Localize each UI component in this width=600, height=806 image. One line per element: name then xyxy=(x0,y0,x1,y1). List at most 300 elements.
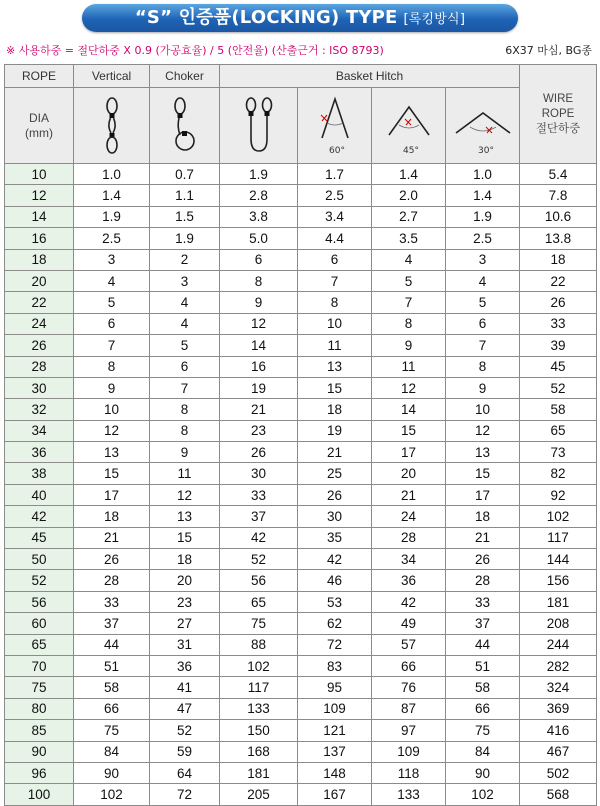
dia-cell: 28 xyxy=(5,356,74,377)
wire-rope-load-cell: 92 xyxy=(520,484,597,505)
table-row xyxy=(5,270,597,291)
load-table xyxy=(4,64,597,806)
wire-rope-load-cell: 117 xyxy=(520,527,597,548)
basket-60-cell: 8 xyxy=(298,292,372,313)
basket-45-cell: 57 xyxy=(372,634,446,655)
table-row xyxy=(5,185,597,206)
basket-45-cell: 34 xyxy=(372,549,446,570)
table-row xyxy=(5,527,597,548)
basket-30-cell: 102 xyxy=(446,784,520,805)
basket-30-cell: 28 xyxy=(446,570,520,591)
choker-cell: 20 xyxy=(150,570,220,591)
basket-60-cell: 13 xyxy=(298,356,372,377)
basket-cell: 65 xyxy=(220,591,298,612)
basket-45-cell: 20 xyxy=(372,463,446,484)
basket-60-cell xyxy=(298,88,372,164)
basket-45-cell: 12 xyxy=(372,377,446,398)
wire-rope-load-cell: 156 xyxy=(520,570,597,591)
basket-60-cell: 3.4 xyxy=(298,206,372,227)
wire-rope-load-cell: 65 xyxy=(520,420,597,441)
vertical-cell: 12 xyxy=(74,420,150,441)
dia-header xyxy=(5,88,74,164)
dia-cell: 75 xyxy=(5,677,74,698)
wire-rope-load-cell: 26 xyxy=(520,292,597,313)
basket-cell: 21 xyxy=(220,399,298,420)
wire-rope-load-cell: 369 xyxy=(520,698,597,719)
vertical-cell: 1.9 xyxy=(74,206,150,227)
basket-cell: 75 xyxy=(220,613,298,634)
choker-cell: 1.5 xyxy=(150,206,220,227)
choker-cell: 3 xyxy=(150,270,220,291)
basket-60-cell: 46 xyxy=(298,570,372,591)
basket-30-cell: 17 xyxy=(446,484,520,505)
basket-45-cell: 5 xyxy=(372,270,446,291)
dia-cell: 24 xyxy=(5,313,74,334)
dia-unit: (mm) xyxy=(25,125,53,140)
basket-30-cell: 1.9 xyxy=(446,206,520,227)
basket-cell: 102 xyxy=(220,655,298,676)
choker-header: Choker xyxy=(150,65,220,88)
dia-cell: 34 xyxy=(5,420,74,441)
angle-60-label: 60° xyxy=(328,145,345,156)
basket-60-cell: 121 xyxy=(298,720,372,741)
table-row xyxy=(5,377,597,398)
wire-rope-load-cell: 52 xyxy=(520,377,597,398)
basket-hitch-header: Basket Hitch xyxy=(220,65,520,88)
wire-rope-load-cell: 58 xyxy=(520,399,597,420)
wire-rope-header xyxy=(520,65,597,164)
basket-cell: 16 xyxy=(220,356,298,377)
choker-cell: 27 xyxy=(150,613,220,634)
basket-60-cell: 148 xyxy=(298,762,372,783)
choker-cell: 6 xyxy=(150,356,220,377)
basket-30-cell: 3 xyxy=(446,249,520,270)
basket-45-cell: 66 xyxy=(372,655,446,676)
basket-60-cell: 18 xyxy=(298,399,372,420)
basket-cell: 30 xyxy=(220,463,298,484)
dia-cell: 85 xyxy=(5,720,74,741)
choker-cell: 0.7 xyxy=(150,164,220,185)
table-row xyxy=(5,784,597,805)
wire-rope-load-cell: 416 xyxy=(520,720,597,741)
basket-cell: 181 xyxy=(220,762,298,783)
basket-45-cell: 118 xyxy=(372,762,446,783)
table-row xyxy=(5,206,597,227)
basket-60-cell: 30 xyxy=(298,506,372,527)
choker-cell: 13 xyxy=(150,506,220,527)
vertical-cell: 66 xyxy=(74,698,150,719)
basket-60-cell: 137 xyxy=(298,741,372,762)
dia-label: DIA xyxy=(28,110,49,125)
vertical-cell: 17 xyxy=(74,484,150,505)
basket-45-cell xyxy=(372,88,446,164)
table-row xyxy=(5,484,597,505)
choker-cell: 59 xyxy=(150,741,220,762)
dia-cell: 56 xyxy=(5,591,74,612)
wire-rope-load-cell: 568 xyxy=(520,784,597,805)
basket-30-cell: 18 xyxy=(446,506,520,527)
basket-60-cell: 26 xyxy=(298,484,372,505)
basket-60-cell: 53 xyxy=(298,591,372,612)
basket-30-cell: 10 xyxy=(446,399,520,420)
dia-cell: 14 xyxy=(5,206,74,227)
table-row xyxy=(5,698,597,719)
basket-30-cell: 1.4 xyxy=(446,185,520,206)
vertical-cell: 37 xyxy=(74,613,150,634)
vertical-cell: 2.5 xyxy=(74,228,150,249)
basket-30-cell: 13 xyxy=(446,442,520,463)
basket-hitch-icon xyxy=(239,95,279,157)
dia-cell: 20 xyxy=(5,270,74,291)
vertical-cell: 44 xyxy=(74,634,150,655)
vertical-icon-cell xyxy=(74,88,150,164)
wire-rope-load-cell: 73 xyxy=(520,442,597,463)
dia-cell: 36 xyxy=(5,442,74,463)
choker-cell: 18 xyxy=(150,549,220,570)
vertical-cell: 4 xyxy=(74,270,150,291)
basket-30-cell: 4 xyxy=(446,270,520,291)
basket-45-cell: 2.0 xyxy=(372,185,446,206)
choker-cell: 52 xyxy=(150,720,220,741)
wire-line2: ROPE xyxy=(541,107,575,120)
table-row xyxy=(5,613,597,634)
basket-30-cell: 2.5 xyxy=(446,228,520,249)
choker-cell: 4 xyxy=(150,292,220,313)
dia-cell: 38 xyxy=(5,463,74,484)
wire-rope-load-cell: 5.4 xyxy=(520,164,597,185)
wire-rope-load-cell: 33 xyxy=(520,313,597,334)
choker-sling-icon xyxy=(168,95,202,157)
wire-rope-load-cell: 282 xyxy=(520,655,597,676)
choker-cell: 36 xyxy=(150,655,220,676)
choker-cell: 9 xyxy=(150,442,220,463)
basket-cell: 117 xyxy=(220,677,298,698)
table-row xyxy=(5,292,597,313)
basket-60deg-icon xyxy=(309,93,361,159)
table-row xyxy=(5,442,597,463)
basket-45-cell: 133 xyxy=(372,784,446,805)
basket-cell: 52 xyxy=(220,549,298,570)
basket-45deg-icon xyxy=(381,93,437,159)
basket-cell: 19 xyxy=(220,377,298,398)
wire-rope-load-cell: 10.6 xyxy=(520,206,597,227)
title-banner xyxy=(82,4,518,32)
choker-cell: 11 xyxy=(150,463,220,484)
vertical-cell: 1.0 xyxy=(74,164,150,185)
basket-45-cell: 21 xyxy=(372,484,446,505)
dia-cell: 65 xyxy=(5,634,74,655)
table-row xyxy=(5,228,597,249)
choker-cell: 8 xyxy=(150,399,220,420)
vertical-cell: 26 xyxy=(74,549,150,570)
basket-60-cell: 83 xyxy=(298,655,372,676)
basket-45-cell: 28 xyxy=(372,527,446,548)
basket-60-cell: 95 xyxy=(298,677,372,698)
basket-cell: 168 xyxy=(220,741,298,762)
choker-cell: 72 xyxy=(150,784,220,805)
table-row xyxy=(5,570,597,591)
basket-45-cell: 9 xyxy=(372,335,446,356)
wire-rope-load-cell: 502 xyxy=(520,762,597,783)
wire-rope-load-cell: 244 xyxy=(520,634,597,655)
basket-60-cell: 72 xyxy=(298,634,372,655)
basket-30-cell: 33 xyxy=(446,591,520,612)
vertical-cell: 8 xyxy=(74,356,150,377)
basket-45-cell: 3.5 xyxy=(372,228,446,249)
basket-60-cell: 11 xyxy=(298,335,372,356)
basket-45-cell: 7 xyxy=(372,292,446,313)
dia-cell: 90 xyxy=(5,741,74,762)
table-row xyxy=(5,356,597,377)
basket-60-cell: 6 xyxy=(298,249,372,270)
basket-60-cell: 62 xyxy=(298,613,372,634)
basket-45-cell: 15 xyxy=(372,420,446,441)
basket-45-cell: 8 xyxy=(372,313,446,334)
dia-cell: 12 xyxy=(5,185,74,206)
basket-60-cell: 167 xyxy=(298,784,372,805)
basket-cell: 150 xyxy=(220,720,298,741)
wire-rope-load-cell: 324 xyxy=(520,677,597,698)
choker-cell: 5 xyxy=(150,335,220,356)
basket-cell: 14 xyxy=(220,335,298,356)
choker-cell: 1.9 xyxy=(150,228,220,249)
basket-cell: 133 xyxy=(220,698,298,719)
basket-30-cell: 75 xyxy=(446,720,520,741)
basket-45-cell: 49 xyxy=(372,613,446,634)
table-row xyxy=(5,591,597,612)
basket-30-cell: 21 xyxy=(446,527,520,548)
basket-45-cell: 76 xyxy=(372,677,446,698)
basket-45-cell: 11 xyxy=(372,356,446,377)
choker-cell: 64 xyxy=(150,762,220,783)
table-row xyxy=(5,249,597,270)
basket-cell: 88 xyxy=(220,634,298,655)
dia-cell: 52 xyxy=(5,570,74,591)
vertical-cell: 7 xyxy=(74,335,150,356)
dia-cell: 32 xyxy=(5,399,74,420)
wire-line3: 절단하중 xyxy=(535,122,581,135)
basket-cell: 23 xyxy=(220,420,298,441)
table-row xyxy=(5,164,597,185)
basket-30-cell: 44 xyxy=(446,634,520,655)
basket-30-cell: 26 xyxy=(446,549,520,570)
table-row xyxy=(5,463,597,484)
angle-30-label: 30° xyxy=(477,145,494,156)
dia-cell: 100 xyxy=(5,784,74,805)
table-row xyxy=(5,655,597,676)
vertical-cell: 6 xyxy=(74,313,150,334)
basket-30-cell: 9 xyxy=(446,377,520,398)
basket-30-cell: 66 xyxy=(446,698,520,719)
wire-rope-load-cell: 82 xyxy=(520,463,597,484)
choker-cell: 23 xyxy=(150,591,220,612)
table-body xyxy=(5,164,597,806)
table-row xyxy=(5,741,597,762)
basket-30-cell: 84 xyxy=(446,741,520,762)
choker-cell: 47 xyxy=(150,698,220,719)
wire-rope-load-cell: 467 xyxy=(520,741,597,762)
wire-rope-load-cell: 18 xyxy=(520,249,597,270)
basket-45-cell: 1.4 xyxy=(372,164,446,185)
vertical-cell: 5 xyxy=(74,292,150,313)
wire-rope-load-cell: 102 xyxy=(520,506,597,527)
vertical-cell: 28 xyxy=(74,570,150,591)
basket-cell: 42 xyxy=(220,527,298,548)
basket-60-cell: 7 xyxy=(298,270,372,291)
dia-cell: 40 xyxy=(5,484,74,505)
basket-cell: 6 xyxy=(220,249,298,270)
rope-spec: 6X37 마심, BG종 xyxy=(505,44,592,57)
table-row xyxy=(5,420,597,441)
vertical-cell: 13 xyxy=(74,442,150,463)
basket-cell: 5.0 xyxy=(220,228,298,249)
basket-60-cell: 4.4 xyxy=(298,228,372,249)
basket-45-cell: 97 xyxy=(372,720,446,741)
table-row xyxy=(5,313,597,334)
basket-60-cell: 15 xyxy=(298,377,372,398)
basket-45-cell: 42 xyxy=(372,591,446,612)
vertical-cell: 21 xyxy=(74,527,150,548)
table-row xyxy=(5,506,597,527)
vertical-cell: 58 xyxy=(74,677,150,698)
wire-rope-load-cell: 208 xyxy=(520,613,597,634)
vertical-cell: 102 xyxy=(74,784,150,805)
basket-cell: 8 xyxy=(220,270,298,291)
wire-rope-load-cell: 7.8 xyxy=(520,185,597,206)
basket-30-cell: 90 xyxy=(446,762,520,783)
table-row xyxy=(5,335,597,356)
page-title: “S” 인증품(LOCKING) TYPE xyxy=(134,7,398,28)
page-subtitle: [록킹방식] xyxy=(403,12,466,27)
basket-30deg-icon xyxy=(452,93,514,159)
angle-45-label: 45° xyxy=(402,145,419,156)
dia-cell: 22 xyxy=(5,292,74,313)
vertical-cell: 33 xyxy=(74,591,150,612)
basket-cell: 9 xyxy=(220,292,298,313)
wire-rope-load-cell: 22 xyxy=(520,270,597,291)
basket-cell: 205 xyxy=(220,784,298,805)
vertical-cell: 90 xyxy=(74,762,150,783)
basket-30-cell: 1.0 xyxy=(446,164,520,185)
basket-30-cell: 15 xyxy=(446,463,520,484)
basket-45-cell: 2.7 xyxy=(372,206,446,227)
load-formula-note: ※ 사용하중 = 절단하중 X 0.9 (가공효율) / 5 (안전율) (산출근거 : ISO 8793) xyxy=(6,44,384,57)
basket-30-cell xyxy=(446,88,520,164)
dia-cell: 45 xyxy=(5,527,74,548)
choker-cell: 2 xyxy=(150,249,220,270)
table-row xyxy=(5,549,597,570)
vertical-cell: 75 xyxy=(74,720,150,741)
basket-45-cell: 87 xyxy=(372,698,446,719)
dia-cell: 60 xyxy=(5,613,74,634)
choker-cell: 31 xyxy=(150,634,220,655)
choker-icon-cell xyxy=(150,88,220,164)
vertical-header: Vertical xyxy=(74,65,150,88)
basket-cell: 37 xyxy=(220,506,298,527)
table-row xyxy=(5,399,597,420)
choker-cell: 4 xyxy=(150,313,220,334)
dia-cell: 70 xyxy=(5,655,74,676)
basket-60-cell: 109 xyxy=(298,698,372,719)
vertical-cell: 51 xyxy=(74,655,150,676)
table-row xyxy=(5,634,597,655)
vertical-sling-icon xyxy=(97,95,127,157)
table-row xyxy=(5,720,597,741)
vertical-cell: 15 xyxy=(74,463,150,484)
wire-rope-load-cell: 13.8 xyxy=(520,228,597,249)
basket-cell: 1.9 xyxy=(220,164,298,185)
dia-cell: 18 xyxy=(5,249,74,270)
basket-30-cell: 6 xyxy=(446,313,520,334)
table-row xyxy=(5,677,597,698)
vertical-cell: 3 xyxy=(74,249,150,270)
basket-45-cell: 109 xyxy=(372,741,446,762)
basket-30-cell: 58 xyxy=(446,677,520,698)
dia-cell: 10 xyxy=(5,164,74,185)
basket-30-cell: 51 xyxy=(446,655,520,676)
dia-cell: 30 xyxy=(5,377,74,398)
vertical-cell: 1.4 xyxy=(74,185,150,206)
basket-60-cell: 21 xyxy=(298,442,372,463)
basket-cell: 2.8 xyxy=(220,185,298,206)
dia-cell: 42 xyxy=(5,506,74,527)
choker-cell: 1.1 xyxy=(150,185,220,206)
dia-cell: 80 xyxy=(5,698,74,719)
wire-rope-load-cell: 45 xyxy=(520,356,597,377)
wire-rope-load-cell: 144 xyxy=(520,549,597,570)
dia-cell: 50 xyxy=(5,549,74,570)
wire-line1: WIRE xyxy=(543,92,574,105)
basket-30-cell: 5 xyxy=(446,292,520,313)
basket-45-cell: 4 xyxy=(372,249,446,270)
basket-30-cell: 12 xyxy=(446,420,520,441)
basket-cell: 56 xyxy=(220,570,298,591)
basket-45-cell: 24 xyxy=(372,506,446,527)
basket-60-cell: 19 xyxy=(298,420,372,441)
vertical-cell: 84 xyxy=(74,741,150,762)
choker-cell: 12 xyxy=(150,484,220,505)
choker-cell: 8 xyxy=(150,420,220,441)
dia-cell: 96 xyxy=(5,762,74,783)
basket-60-cell: 1.7 xyxy=(298,164,372,185)
rope-header: ROPE xyxy=(5,65,74,88)
basket-45-cell: 36 xyxy=(372,570,446,591)
basket-cell: 3.8 xyxy=(220,206,298,227)
dia-cell: 26 xyxy=(5,335,74,356)
basket-60-cell: 35 xyxy=(298,527,372,548)
basket-30-cell: 8 xyxy=(446,356,520,377)
table-row xyxy=(5,762,597,783)
choker-cell: 41 xyxy=(150,677,220,698)
basket-60-cell: 42 xyxy=(298,549,372,570)
vertical-cell: 10 xyxy=(74,399,150,420)
vertical-cell: 9 xyxy=(74,377,150,398)
basket-cell: 33 xyxy=(220,484,298,505)
basket-cell: 12 xyxy=(220,313,298,334)
basket-icon-cell xyxy=(220,88,298,164)
wire-rope-load-cell: 39 xyxy=(520,335,597,356)
wire-rope-load-cell: 181 xyxy=(520,591,597,612)
basket-30-cell: 7 xyxy=(446,335,520,356)
basket-60-cell: 2.5 xyxy=(298,185,372,206)
basket-45-cell: 14 xyxy=(372,399,446,420)
choker-cell: 7 xyxy=(150,377,220,398)
basket-cell: 26 xyxy=(220,442,298,463)
basket-60-cell: 25 xyxy=(298,463,372,484)
basket-45-cell: 17 xyxy=(372,442,446,463)
choker-cell: 15 xyxy=(150,527,220,548)
basket-60-cell: 10 xyxy=(298,313,372,334)
